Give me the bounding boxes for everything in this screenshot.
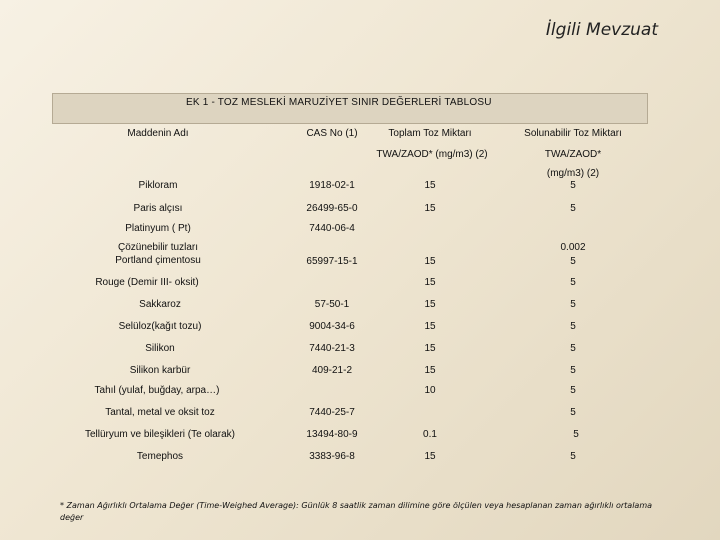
- row-name: Pikloram: [138, 180, 178, 191]
- row-total: 15: [424, 277, 436, 288]
- row-name: Temephos: [136, 451, 184, 462]
- footnote: * Zaman Ağırlıklı Ortalama Değer (Time-Weighed Average): Günlük 8 saatlik zaman dilimine göre ölçülen veya hesaplanan zaman ağırlıklı ortalama değer: [60, 501, 653, 522]
- header-cas-no: CAS No (1): [306, 128, 358, 139]
- row-resp: 0.002: [560, 242, 586, 253]
- row-cas: 3383-96-8: [309, 451, 355, 462]
- row-resp: 5: [570, 321, 576, 332]
- row-total: 0.1: [423, 429, 437, 440]
- row-name: Platinyum ( Pt): [125, 223, 191, 234]
- row-name: Portland çimentosu: [115, 255, 201, 266]
- row-resp: 5: [570, 451, 576, 462]
- row-name: Silikon: [145, 343, 175, 354]
- row-total: 15: [424, 343, 436, 354]
- header-respirable-dust-unit-2: (mg/m3) (2): [546, 168, 600, 179]
- header-total-dust: Toplam Toz Miktarı: [388, 128, 472, 139]
- row-total: 10: [424, 385, 436, 396]
- header-respirable-dust-unit-1: TWA/ZAOD*: [544, 149, 602, 160]
- row-resp: 5: [570, 299, 576, 310]
- row-total: 15: [424, 180, 436, 191]
- row-cas: 7440-25-7: [309, 407, 355, 418]
- row-cas: 1918-02-1: [309, 180, 355, 191]
- row-total: 15: [424, 321, 436, 332]
- row-resp: 5: [570, 407, 576, 418]
- row-resp: 5: [570, 343, 576, 354]
- table-title: EK 1 - TOZ MESLEKİ MARUZİYET SINIR DEĞERLERİ TABLOSU: [186, 97, 492, 108]
- slide-title: İlgili Mevzuat: [545, 20, 658, 40]
- row-name: Silikon karbür: [129, 365, 191, 376]
- row-resp: 5: [573, 429, 579, 440]
- row-cas: 57-50-1: [314, 299, 350, 310]
- row-total: 15: [424, 365, 436, 376]
- row-name: Selüloz(kağıt tozu): [118, 321, 202, 332]
- row-cas: 65997-15-1: [306, 256, 358, 267]
- row-resp: 5: [570, 180, 576, 191]
- row-name: Rouge (Demir III- oksit): [95, 277, 199, 288]
- row-cas: 7440-06-4: [309, 223, 355, 234]
- row-total: 15: [424, 256, 436, 267]
- row-cas: 9004-34-6: [309, 321, 355, 332]
- row-total: 15: [424, 203, 436, 214]
- row-resp: 5: [570, 203, 576, 214]
- row-cas: 409-21-2: [311, 365, 353, 376]
- header-substance-name: Maddenin Adı: [127, 128, 189, 139]
- row-name: Tahıl (yulaf, buğday, arpa…): [94, 385, 220, 396]
- row-name: Tellüryum ve bileşikleri (Te olarak): [84, 429, 236, 440]
- row-name: Çözünebilir tuzları: [117, 242, 199, 253]
- row-cas: 13494-80-9: [306, 429, 358, 440]
- row-name: Paris alçısı: [133, 203, 183, 214]
- row-name: Tantal, metal ve oksit toz: [105, 407, 215, 418]
- row-total: 15: [424, 299, 436, 310]
- header-respirable-dust: Solunabilir Toz Miktarı: [524, 128, 622, 139]
- row-cas: 26499-65-0: [306, 203, 358, 214]
- table-title-bar: [52, 93, 648, 124]
- row-total: 15: [424, 451, 436, 462]
- row-resp: 5: [570, 256, 576, 267]
- row-cas: 7440-21-3: [309, 343, 355, 354]
- row-name: Sakkaroz: [139, 299, 181, 310]
- header-total-dust-unit: TWA/ZAOD* (mg/m3) (2): [376, 149, 488, 160]
- row-resp: 5: [570, 277, 576, 288]
- row-resp: 5: [570, 365, 576, 376]
- row-resp: 5: [570, 385, 576, 396]
